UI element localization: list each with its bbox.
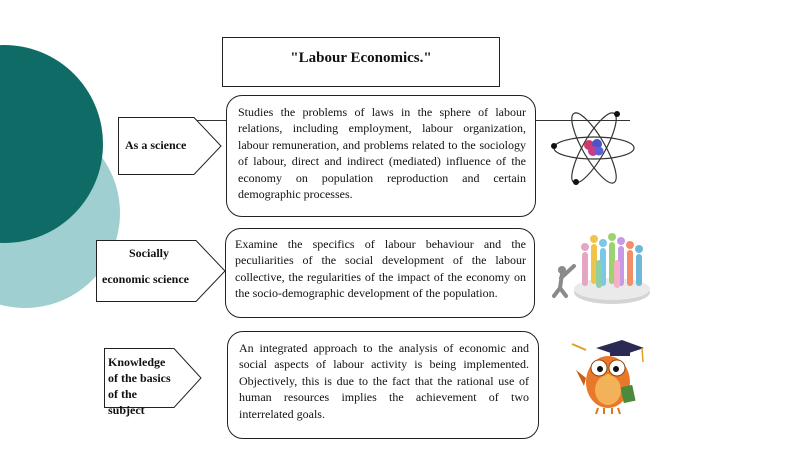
- label-knowledge-line4: subject: [108, 403, 145, 417]
- description-knowledge: An integrated approach to the analysis of economic and social aspects of labour activity is being implemented. Objectively, this is due to the fact that the rational use of human resources implies the achievement of two interrelated goals.: [239, 341, 529, 421]
- description-box-socio-economic: [225, 228, 535, 318]
- owl-graduate-icon: [566, 336, 648, 416]
- title-box: [222, 37, 500, 87]
- label-arrow-socio-economic: [96, 240, 226, 302]
- label-socio-economic-line2: economic science: [102, 272, 189, 286]
- description-socio-economic: Examine the specifics of labour behaviour and the peculiarities of the social development of the labour collective, the regularities of the impact of the economy on the socio-demographic development of the population.: [235, 237, 526, 301]
- label-knowledge-line2: of the basics: [108, 371, 171, 385]
- description-science: Studies the problems of laws in the sphere of labour relations, including employment, labour organization, labour remuneration, and problems related to the sociology of labour, direct and indirect (mediated) influence of the economy on population reproduction and certain demographic processes.: [238, 105, 526, 202]
- atom-icon: [551, 110, 637, 186]
- page-title: "Labour Economics.": [290, 49, 432, 66]
- label-knowledge-line1: Knowledge: [108, 355, 166, 369]
- description-box-science: [226, 95, 536, 217]
- label-arrow-science: [118, 117, 222, 175]
- label-socio-economic-line1: Socially: [129, 246, 170, 260]
- label-knowledge-line3: of the: [108, 387, 137, 401]
- description-box-knowledge: [227, 331, 539, 439]
- label-science: As a science: [125, 138, 187, 152]
- crowd-people-icon: [548, 232, 652, 310]
- label-arrow-knowledge: [104, 348, 202, 417]
